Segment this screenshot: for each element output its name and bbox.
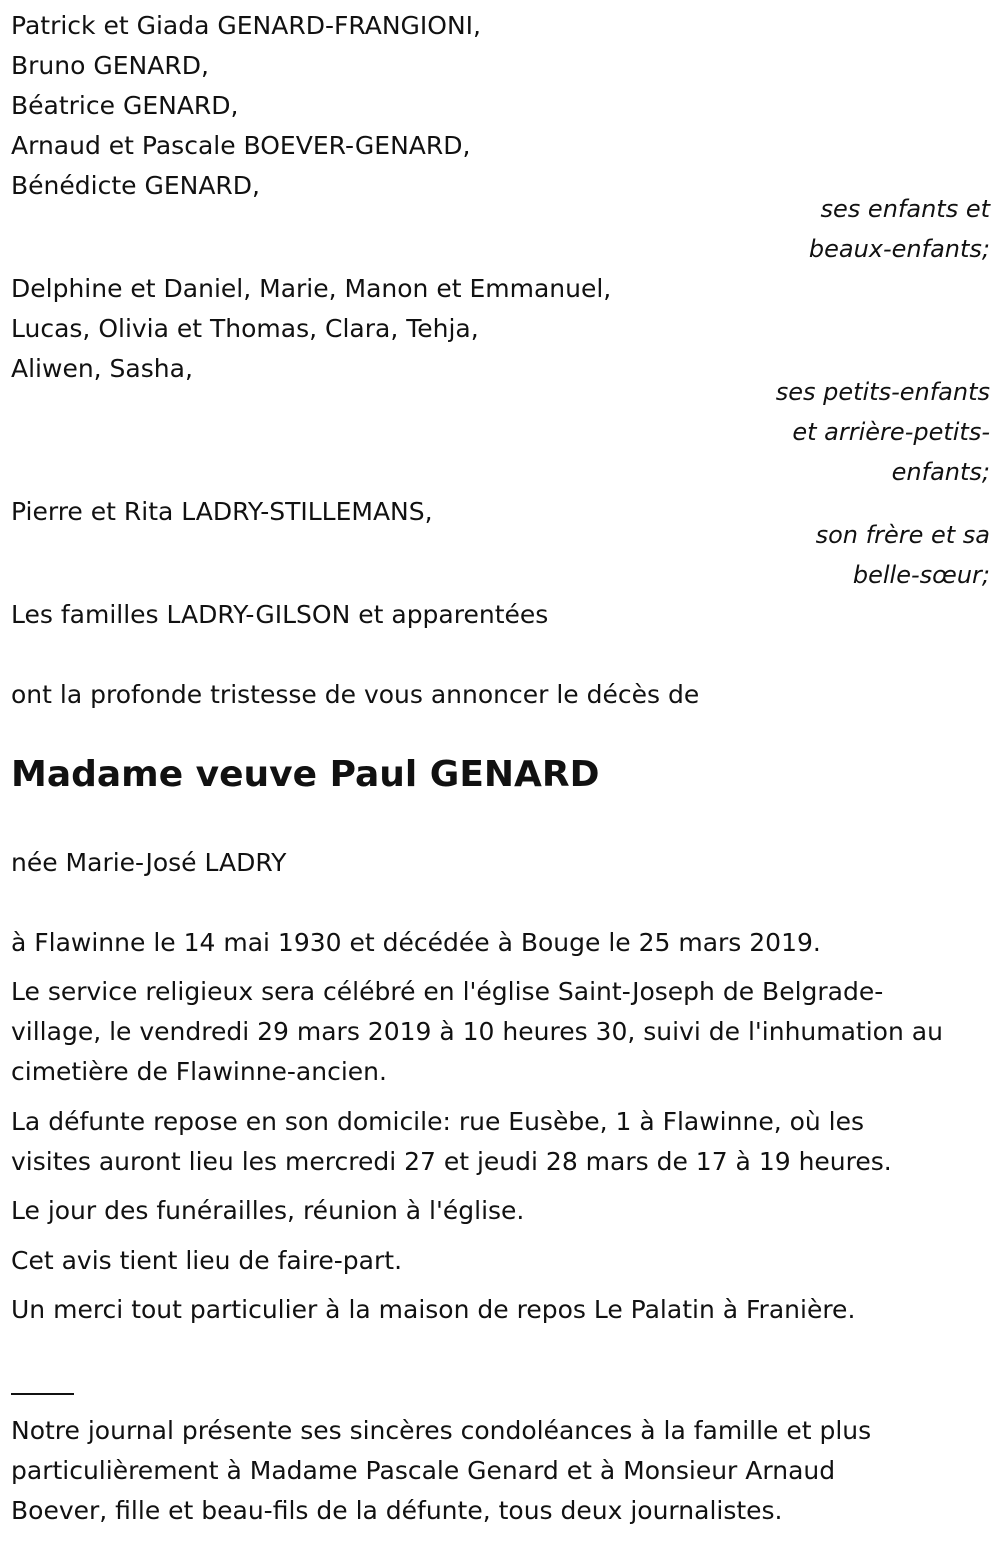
birth-death-text: à Flawinne le 14 mai 1930 et décédée à Bouge le 25 mars 2019. (11, 928, 821, 957)
family-line: Les familles LADRY-GILSON et apparentées (11, 600, 549, 629)
relation-label: ses petits-enfants (775, 378, 990, 406)
family-line: Béatrice GENARD, (11, 91, 239, 120)
family-line: Arnaud et Pascale BOEVER-GENARD, (11, 131, 471, 160)
condolences-text: Notre journal présente ses sincères condoléances à la famille et plus (11, 1416, 872, 1445)
relation-label: enfants; (891, 458, 990, 486)
condolences-text: Boever, fille et beau-fils de la défunte, tous deux journalistes. (11, 1496, 783, 1525)
relation-label: beaux-enfants; (808, 235, 990, 263)
relation-label: ses enfants et (820, 195, 990, 223)
service-text: cimetière de Flawinne-ancien. (11, 1057, 387, 1086)
visits-text: La défunte repose en son domicile: rue Eusèbe, 1 à Flawinne, où les (11, 1107, 865, 1136)
deceased-name: Madame veuve Paul GENARD (11, 754, 600, 795)
meeting-text: Le jour des funérailles, réunion à l'église. (11, 1196, 525, 1225)
family-line: Delphine et Daniel, Marie, Manon et Emmanuel, (11, 274, 612, 303)
service-text: village, le vendredi 29 mars 2019 à 10 heures 30, suivi de l'inhumation au (11, 1017, 943, 1046)
family-line: Bénédicte GENARD, (11, 171, 260, 200)
separator-rule (11, 1393, 74, 1395)
thanks-text: Un merci tout particulier à la maison de repos Le Palatin à Franière. (11, 1295, 856, 1324)
visits-text: visites auront lieu les mercredi 27 et jeudi 28 mars de 17 à 19 heures. (11, 1147, 892, 1176)
relation-label: son frère et sa (815, 521, 990, 549)
notice-text: Cet avis tient lieu de faire-part. (11, 1246, 403, 1275)
family-line: Bruno GENARD, (11, 51, 209, 80)
relation-label: belle-sœur; (852, 561, 990, 589)
born-name: née Marie-José LADRY (11, 848, 287, 877)
condolences-text: particulièrement à Madame Pascale Genard et à Monsieur Arnaud (11, 1456, 836, 1485)
service-text: Le service religieux sera célébré en l'église Saint-Joseph de Belgrade- (11, 977, 884, 1006)
family-line: Lucas, Olivia et Thomas, Clara, Tehja, (11, 314, 479, 343)
announcement-text: ont la profonde tristesse de vous annoncer le décès de (11, 680, 700, 709)
family-line: Pierre et Rita LADRY-STILLEMANS, (11, 497, 433, 526)
family-line: Patrick et Giada GENARD-FRANGIONI, (11, 11, 481, 40)
relation-label: et arrière-petits- (792, 418, 990, 446)
family-line: Aliwen, Sasha, (11, 354, 193, 383)
